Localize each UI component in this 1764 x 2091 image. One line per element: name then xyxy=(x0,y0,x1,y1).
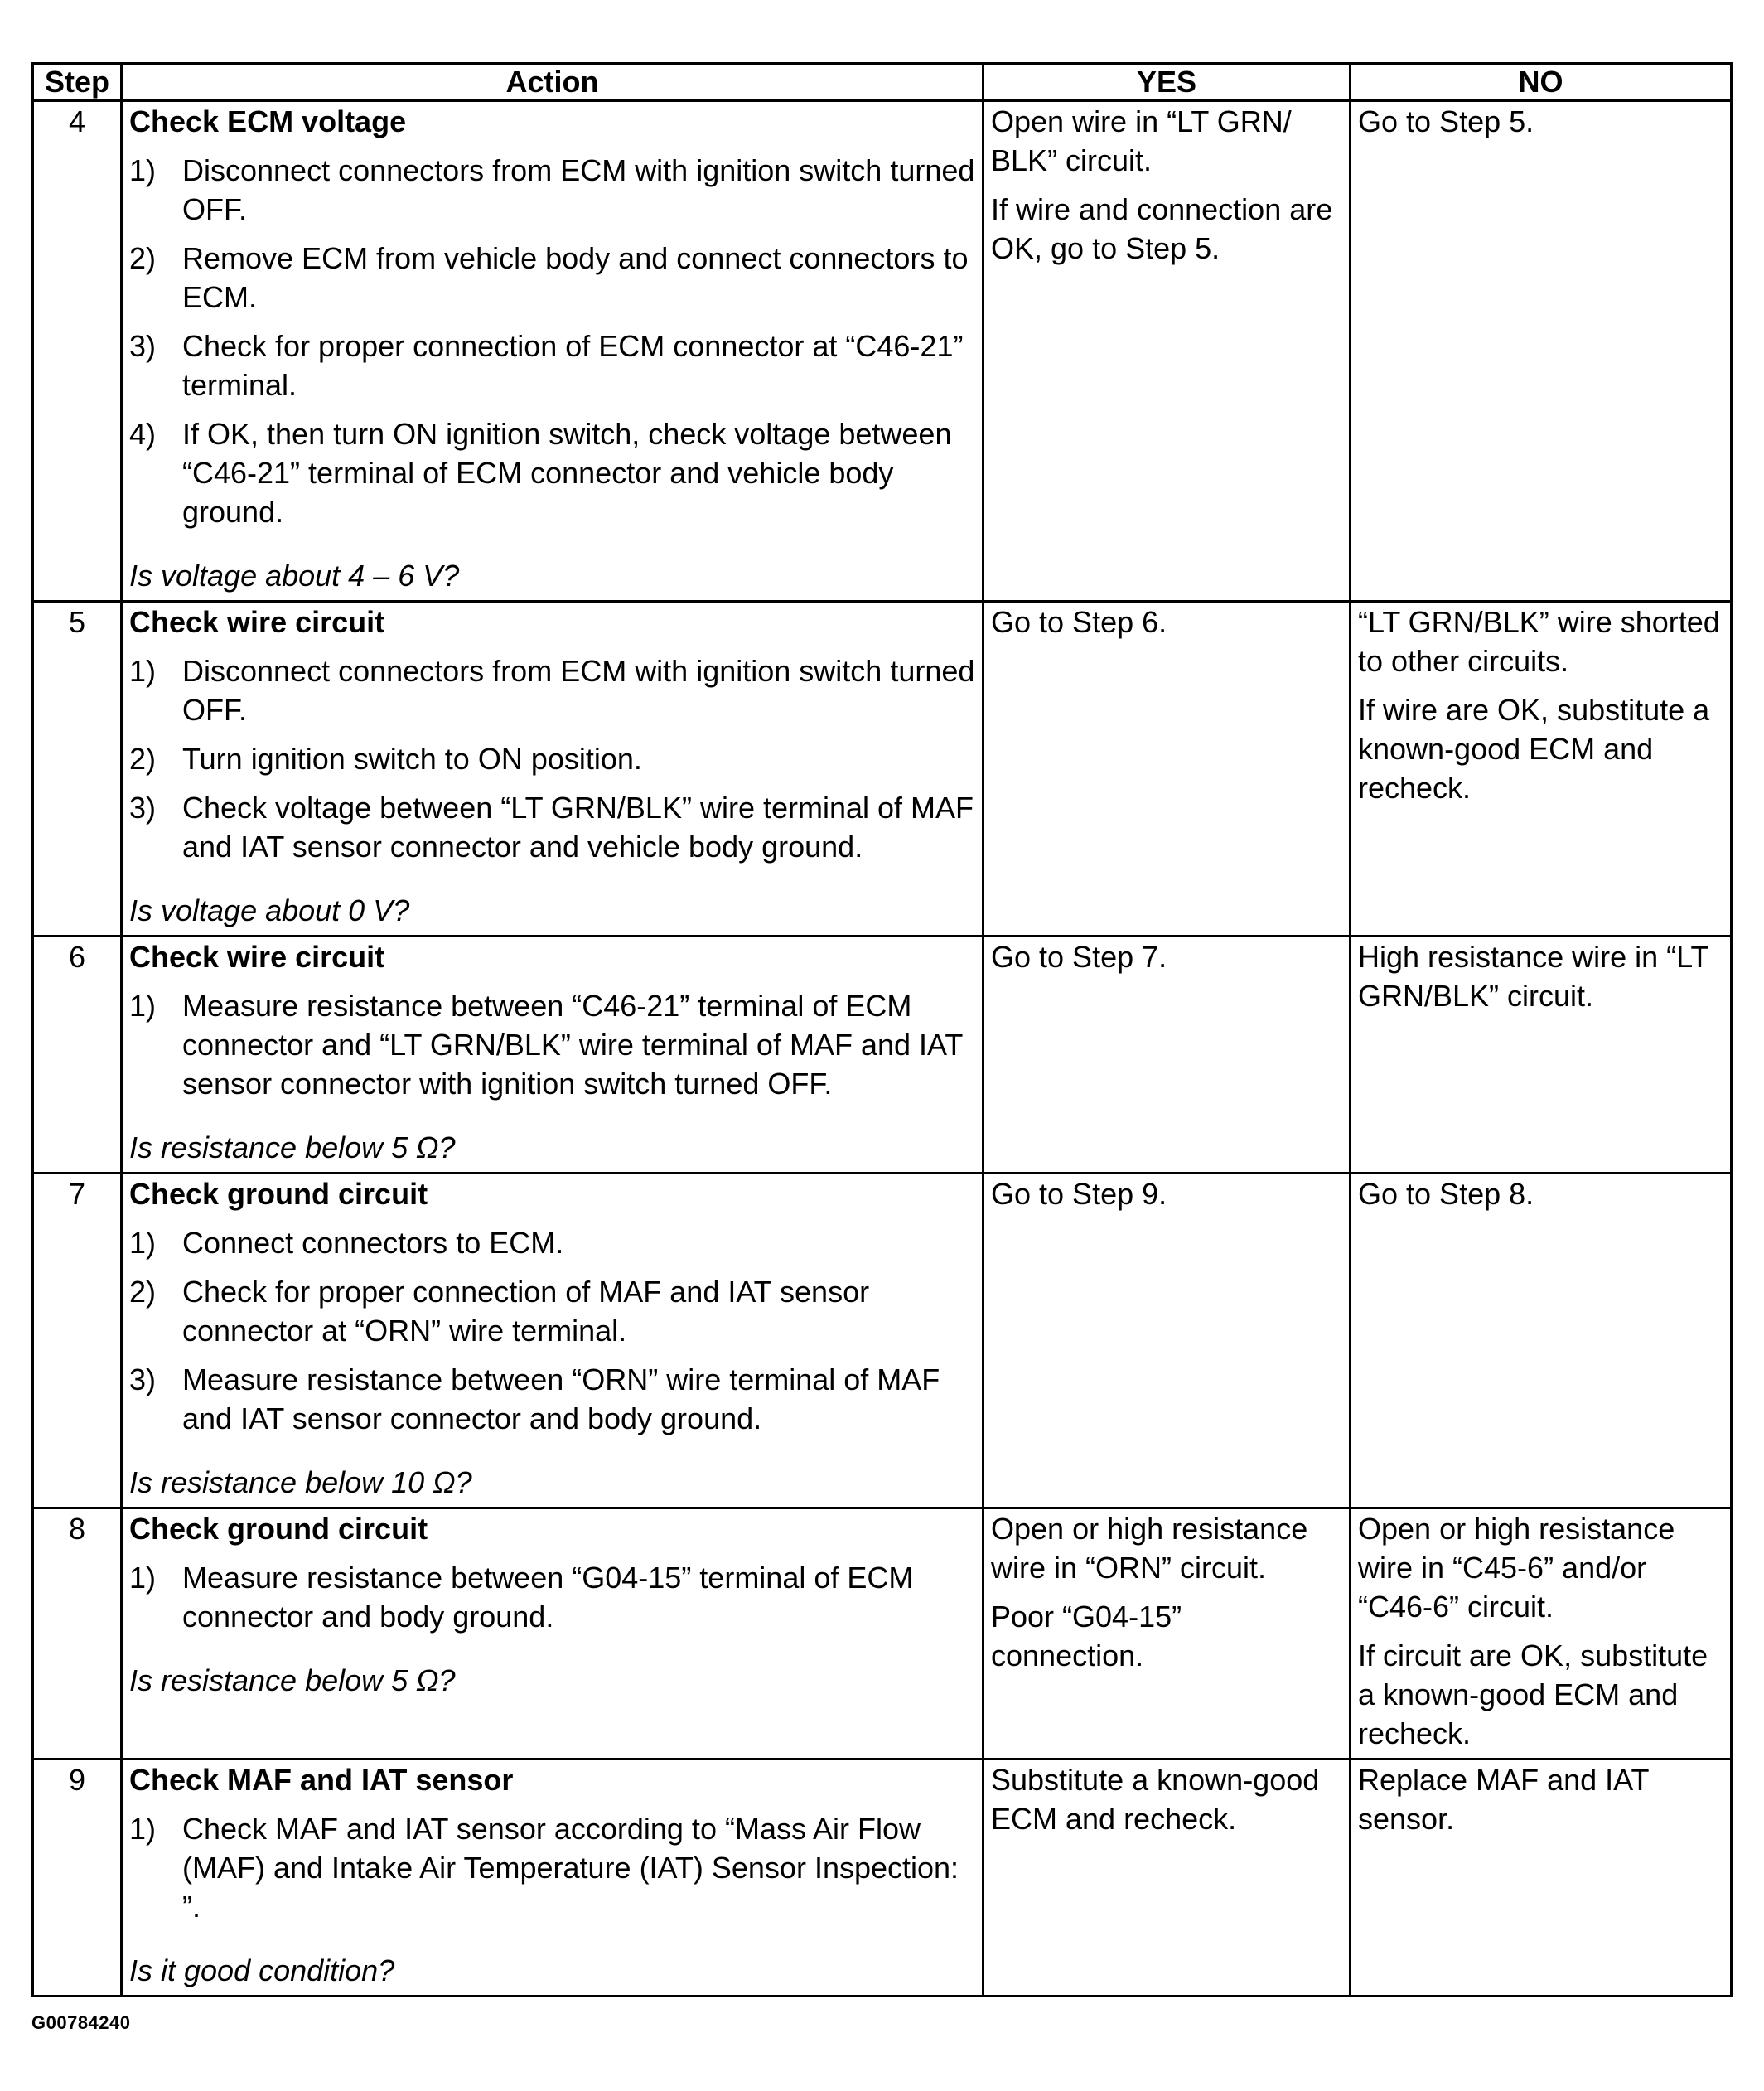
substep-number: 3) xyxy=(129,1363,157,1396)
substep-text: Disconnect connectors from ECM with ignition switch turned OFF. xyxy=(182,153,975,226)
substep-item xyxy=(129,1558,975,1636)
step-number: 4 xyxy=(33,101,122,602)
step-number: 5 xyxy=(33,602,122,937)
no-cell xyxy=(1351,1174,1732,1508)
check-question: Is resistance below 10 Ω? xyxy=(129,1465,472,1499)
substep-item xyxy=(129,788,975,866)
substep-number: 3) xyxy=(129,791,157,825)
substep-number: 1) xyxy=(129,1561,157,1595)
substep-text: Check voltage between “LT GRN/BLK” wire terminal of MAF and IAT sensor connector and vehicle body ground. xyxy=(182,791,974,864)
no-text: Go to Step 8. xyxy=(1358,1177,1534,1211)
check-question: Is resistance below 5 Ω? xyxy=(129,1130,456,1164)
substep-item xyxy=(129,1360,975,1438)
substep-text: Remove ECM from vehicle body and connect connectors to ECM. xyxy=(182,241,969,314)
substep-text: Turn ignition switch to ON position. xyxy=(182,742,642,776)
substep-list xyxy=(129,151,975,531)
substep-list xyxy=(129,1558,975,1636)
substep-list xyxy=(129,651,975,866)
check-question: Is voltage about 4 – 6 V? xyxy=(129,559,460,593)
substep-item xyxy=(129,739,975,778)
substep-number: 2) xyxy=(129,742,157,776)
step-number: 7 xyxy=(33,1174,122,1508)
substep-text: Measure resistance between “ORN” wire terminal of MAF and IAT sensor connector and body ground. xyxy=(182,1363,940,1435)
substep-item xyxy=(129,986,975,1103)
yes-text: Go to Step 6. xyxy=(991,605,1167,639)
action-cell xyxy=(122,1174,983,1508)
substep-item xyxy=(129,651,975,729)
substep-text: Measure resistance between “G04-15” terminal of ECM connector and body ground. xyxy=(182,1561,914,1634)
substep-text: Disconnect connectors from ECM with ignition switch turned OFF. xyxy=(182,654,975,727)
substep-number: 4) xyxy=(129,417,157,451)
header-row xyxy=(33,64,1732,101)
check-question: Is resistance below 5 Ω? xyxy=(129,1663,456,1697)
header-step: Step xyxy=(33,64,122,101)
table-row xyxy=(33,1508,1732,1759)
substep-number: 2) xyxy=(129,1275,157,1309)
no-text: Replace MAF and IAT sensor. xyxy=(1358,1763,1649,1836)
diagnostic-table xyxy=(31,62,1733,1997)
action-title: Check wire circuit xyxy=(129,940,385,974)
action-title: Check MAF and IAT sensor xyxy=(129,1763,514,1797)
substep-number: 1) xyxy=(129,1812,157,1846)
no-cell xyxy=(1351,937,1732,1174)
substep-list xyxy=(129,986,975,1103)
check-question: Is it good condition? xyxy=(129,1953,395,1987)
substep-number: 1) xyxy=(129,1226,157,1260)
no-text: If wire are OK, substitute a known-good ECM and recheck. xyxy=(1358,693,1710,805)
yes-cell xyxy=(983,1508,1351,1759)
action-title: Check ground circuit xyxy=(129,1512,428,1546)
substep-item xyxy=(129,414,975,531)
yes-text: Open wire in “LT GRN/ BLK” circuit. xyxy=(991,104,1292,177)
substep-text: Check MAF and IAT sensor according to “Mass Air Flow (MAF) and Intake Air Temperature (IAT) Sensor Inspection: ”. xyxy=(182,1812,959,1924)
yes-cell xyxy=(983,101,1351,602)
yes-text: Poor “G04-15” connection. xyxy=(991,1600,1182,1672)
header-no: NO xyxy=(1351,64,1732,101)
yes-cell xyxy=(983,937,1351,1174)
no-text: “LT GRN/BLK” wire shorted to other circuits. xyxy=(1358,605,1720,678)
no-cell xyxy=(1351,1508,1732,1759)
figure-id: G00784240 xyxy=(31,2012,131,2033)
no-cell xyxy=(1351,1759,1732,1997)
substep-number: 3) xyxy=(129,329,157,363)
no-cell xyxy=(1351,602,1732,937)
step-number: 8 xyxy=(33,1508,122,1759)
yes-cell xyxy=(983,1174,1351,1508)
substep-number: 1) xyxy=(129,153,157,187)
substep-number: 1) xyxy=(129,989,157,1023)
action-cell xyxy=(122,1508,983,1759)
action-title: Check ECM voltage xyxy=(129,104,407,138)
no-cell xyxy=(1351,101,1732,602)
no-text: Go to Step 5. xyxy=(1358,104,1534,138)
substep-item xyxy=(129,327,975,404)
substep-text: Connect connectors to ECM. xyxy=(182,1226,564,1260)
table-body xyxy=(33,101,1732,1997)
yes-cell xyxy=(983,1759,1351,1997)
action-cell xyxy=(122,1759,983,1997)
substep-item xyxy=(129,239,975,317)
no-text: If circuit are OK, substitute a known-good ECM and recheck. xyxy=(1358,1638,1708,1750)
substep-list xyxy=(129,1223,975,1438)
substep-item xyxy=(129,151,975,229)
action-title: Check ground circuit xyxy=(129,1177,428,1211)
substep-list xyxy=(129,1809,975,1926)
substep-text: Check for proper connection of ECM connector at “C46-21” terminal. xyxy=(182,329,964,402)
no-text: Open or high resistance wire in “C45-6” and/or “C46-6” circuit. xyxy=(1358,1512,1675,1624)
header-yes: YES xyxy=(983,64,1351,101)
action-cell xyxy=(122,101,983,602)
yes-text: Go to Step 9. xyxy=(991,1177,1167,1211)
table-row xyxy=(33,602,1732,937)
yes-text: Substitute a known-good ECM and recheck. xyxy=(991,1763,1320,1836)
yes-text: If wire and connection are OK, go to Step 5. xyxy=(991,192,1333,265)
no-text: High resistance wire in “LT GRN/BLK” circuit. xyxy=(1358,940,1708,1013)
substep-number: 1) xyxy=(129,654,157,688)
substep-text: Measure resistance between “C46-21” terminal of ECM connector and “LT GRN/BLK” wire terminal of MAF and IAT sensor connector with ignition switch turned OFF. xyxy=(182,989,963,1101)
header-action: Action xyxy=(122,64,983,101)
action-title: Check wire circuit xyxy=(129,605,385,639)
table-row xyxy=(33,101,1732,602)
table-row xyxy=(33,1174,1732,1508)
substep-text: Check for proper connection of MAF and IAT sensor connector at “ORN” wire terminal. xyxy=(182,1275,870,1348)
action-cell xyxy=(122,602,983,937)
step-number: 9 xyxy=(33,1759,122,1997)
substep-item xyxy=(129,1223,975,1262)
substep-item xyxy=(129,1272,975,1350)
step-number: 6 xyxy=(33,937,122,1174)
yes-text: Open or high resistance wire in “ORN” circuit. xyxy=(991,1512,1308,1585)
table-row xyxy=(33,1759,1732,1997)
check-question: Is voltage about 0 V? xyxy=(129,893,410,927)
substep-number: 2) xyxy=(129,241,157,275)
yes-cell xyxy=(983,602,1351,937)
substep-item xyxy=(129,1809,975,1926)
table-row xyxy=(33,937,1732,1174)
substep-text: If OK, then turn ON ignition switch, check voltage between “C46-21” terminal of ECM connector and vehicle body ground. xyxy=(182,417,952,529)
action-cell xyxy=(122,937,983,1174)
yes-text: Go to Step 7. xyxy=(991,940,1167,974)
